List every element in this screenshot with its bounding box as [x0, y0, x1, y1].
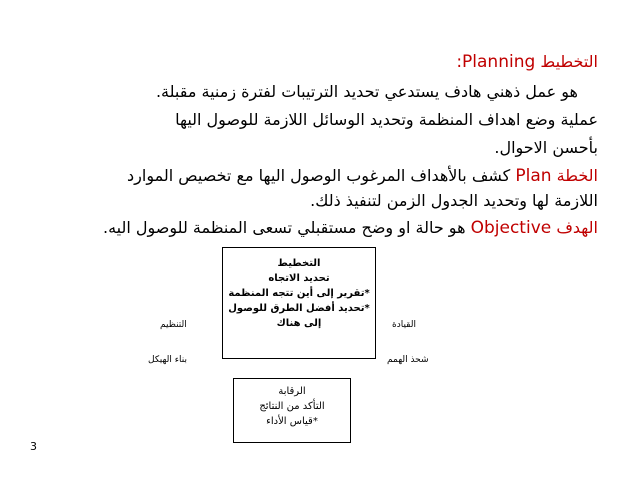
planning-box — [222, 247, 376, 359]
planning-box-title: التخطيط — [277, 258, 321, 269]
objective-line — [103, 218, 598, 238]
definition-line-2: عملية وضع اهداف المنظمة وتحديد الوسائل اللازمة للوصول اليها — [175, 110, 598, 129]
organizing-title: التنظيم — [160, 320, 187, 330]
control-box-item-1: *قياس الأداء — [266, 416, 318, 427]
control-box — [233, 378, 351, 443]
leading-subtitle: شحذ الهمم — [387, 355, 429, 365]
heading-line — [456, 52, 598, 72]
objective-term-ar: الهدف — [556, 218, 598, 237]
planning-box-item-1: *تقرير إلى أين تتجه المنظمة — [228, 288, 370, 299]
plan-line-2: اللازمة لها وتحديد الجدول الزمن لتنفيذ ذلك. — [310, 191, 598, 210]
plan-text-1: كشف بالأهداف المرغوب الوصول اليها مع تخصيص الموارد — [127, 166, 511, 185]
page-number: 3 — [30, 440, 37, 453]
control-box-subtitle: التأكد من النتائج — [259, 401, 325, 412]
leading-title: القيادة — [392, 320, 416, 330]
definition-line-1: هو عمل ذهني هادف يستدعي تحديد الترتيبات لفترة زمنية مقبلة. — [155, 82, 578, 101]
objective-text: هو حالة او وضح مستقبلي تسعى المنظمة للوصول اليه. — [103, 218, 466, 237]
heading-term-ar: التخطيط — [540, 52, 598, 71]
objective-term-en: Objective — [470, 218, 552, 238]
control-box-title: الرقابة — [278, 386, 306, 397]
plan-term-ar: الخطة — [556, 166, 598, 185]
planning-box-subtitle: تحديد الاتجاه — [268, 273, 330, 284]
plan-line — [127, 166, 598, 186]
planning-box-item-2: *تحديد أفضل الطرق للوصول — [228, 303, 370, 314]
organizing-subtitle: بناء الهيكل — [148, 355, 187, 365]
definition-line-3: بأحسن الاحوال. — [494, 138, 598, 157]
planning-box-item-3: إلى هناك — [276, 318, 322, 329]
heading-term-en: :Planning — [456, 52, 536, 72]
plan-term-en: Plan — [515, 166, 552, 186]
